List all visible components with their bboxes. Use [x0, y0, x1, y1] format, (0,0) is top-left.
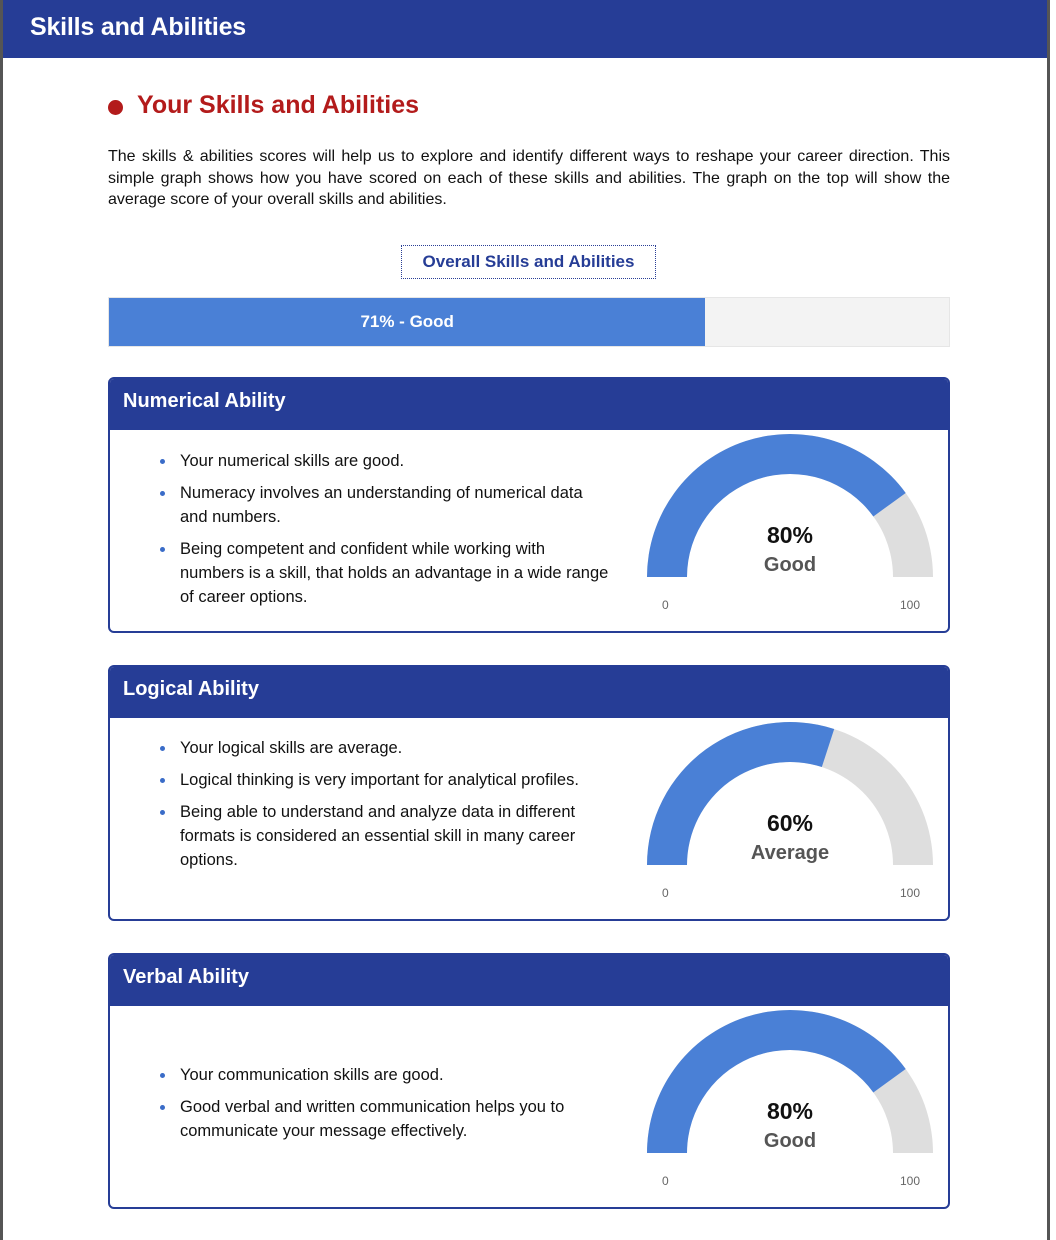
gauge-min-label: 0	[662, 1174, 669, 1188]
points-list	[160, 736, 610, 880]
page-title: Skills and Abilities	[30, 13, 246, 41]
card-body	[110, 1006, 948, 1207]
gauge-rating: Good	[763, 1130, 817, 1152]
overall-progress-text: 71% - Good	[360, 312, 454, 331]
list-item: Good verbal and written communication helps you to communicate your message effectively.	[160, 1095, 610, 1143]
gauge-value: 80%	[766, 522, 814, 548]
gauge-numerical	[640, 430, 940, 631]
card-title: Logical Ability	[123, 678, 259, 700]
red-bullet-icon	[108, 100, 123, 115]
gauge-rating: Good	[763, 554, 817, 576]
overall-label: Overall Skills and Abilities	[401, 245, 656, 279]
gauge-value: 60%	[766, 810, 814, 836]
list-item: Being able to understand and analyze data in different formats is considered an essential skill in many career options.	[160, 800, 610, 872]
gauge-max-label: 100	[900, 598, 921, 612]
gauge-rating: Average	[750, 842, 830, 864]
gauge-value: 80%	[766, 1098, 814, 1124]
points-list	[160, 449, 610, 617]
card-header	[110, 667, 948, 718]
card-verbal-ability	[108, 953, 950, 1209]
intro-paragraph: The skills & abilities scores will help us to explore and identify different ways to reshape your career direction. This simple graph shows how you have scored on each of these skills and abilities. The graph on the top will show the average score of your overall skills and abilities.	[108, 148, 950, 208]
gauge-max-label: 100	[900, 886, 921, 900]
list-item: Your communication skills are good.	[160, 1063, 610, 1087]
section-heading	[108, 91, 419, 120]
overall-progress-fill	[109, 298, 705, 346]
card-body	[110, 430, 948, 631]
card-header	[110, 379, 948, 430]
page-header	[3, 0, 1047, 58]
list-item: Numeracy involves an understanding of numerical data and numbers.	[160, 481, 610, 529]
card-numerical-ability	[108, 377, 950, 633]
overall-progress-bar	[108, 297, 950, 347]
list-item: Your numerical skills are good.	[160, 449, 610, 473]
gauge-min-label: 0	[662, 886, 669, 900]
list-item: Your logical skills are average.	[160, 736, 610, 760]
card-title: Numerical Ability	[123, 390, 286, 412]
list-item: Being competent and confident while working with numbers is a skill, that holds an advantage in a wide range of career options.	[160, 537, 610, 609]
gauge-min-label: 0	[662, 598, 669, 612]
list-item: Logical thinking is very important for analytical profiles.	[160, 768, 610, 792]
gauge-max-label: 100	[900, 1174, 921, 1188]
gauge-verbal	[640, 1006, 940, 1207]
card-title: Verbal Ability	[123, 966, 249, 988]
points-list	[160, 1063, 610, 1151]
card-header	[110, 955, 948, 1006]
card-body	[110, 718, 948, 919]
gauge-logical	[640, 718, 940, 919]
section-title: Your Skills and Abilities	[137, 91, 420, 119]
card-logical-ability	[108, 665, 950, 921]
